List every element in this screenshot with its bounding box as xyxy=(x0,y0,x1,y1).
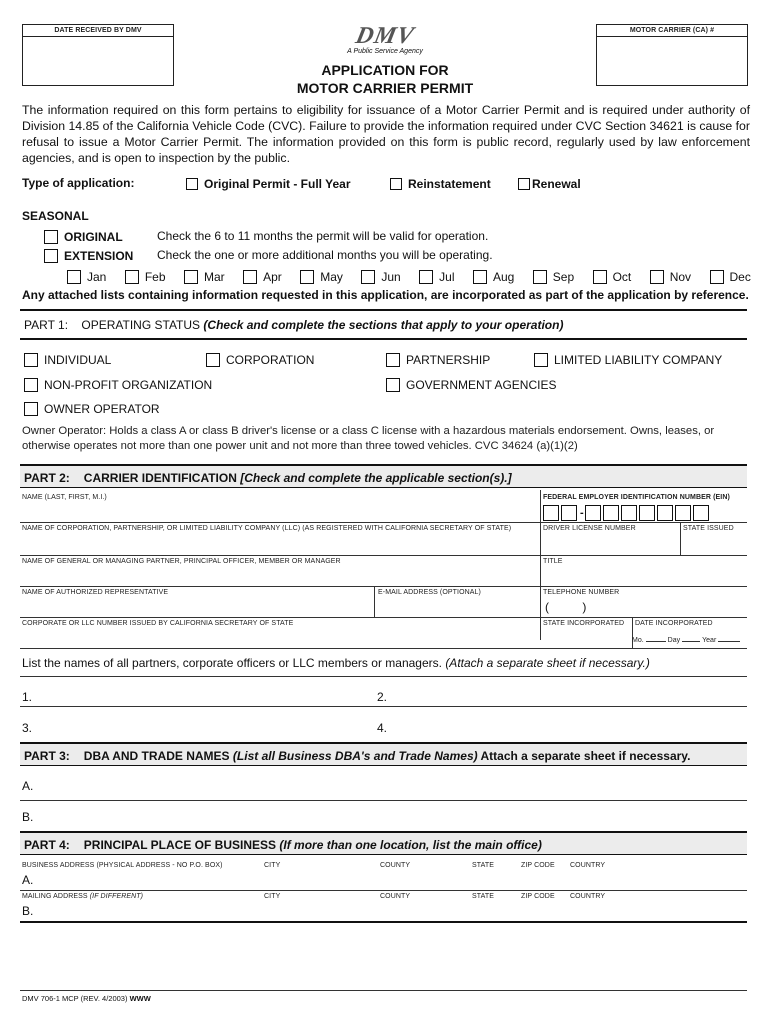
checkbox-government[interactable] xyxy=(386,378,400,392)
row-divider xyxy=(20,706,747,707)
part1-header xyxy=(24,318,563,332)
status-nonprofit[interactable]: NON-PROFIT ORGANIZATION xyxy=(24,376,212,394)
checkbox-seasonal-extension[interactable] xyxy=(44,249,58,263)
month-label: Mo. xyxy=(632,637,644,644)
option-original-permit[interactable]: Original Permit - Full Year xyxy=(186,175,351,193)
business-country-label: COUNTRY xyxy=(570,862,606,869)
form-id: DMV 706-1 MCP (REV. 4/2003) xyxy=(22,994,128,1003)
ein-digit[interactable] xyxy=(675,505,691,521)
part4-instructions: (If more than one location, list the main office) xyxy=(279,838,542,852)
month-dec[interactable]: Dec xyxy=(710,268,761,286)
seasonal-label: SEASONAL xyxy=(22,209,89,223)
part2-number: PART 2: xyxy=(24,471,70,485)
option-reinstatement[interactable]: Reinstatement xyxy=(390,175,491,193)
mailing-country-label: COUNTRY xyxy=(570,893,606,900)
checkbox-month[interactable] xyxy=(650,270,664,284)
business-address-row-a[interactable]: A. xyxy=(22,873,34,887)
part1-top-rule xyxy=(20,309,747,311)
date-received-box[interactable] xyxy=(22,24,174,86)
month-nov[interactable]: Nov xyxy=(650,268,701,286)
month-mar[interactable]: Mar xyxy=(184,268,235,286)
ein-digit[interactable] xyxy=(603,505,619,521)
mailing-label-text: MAILING ADDRESS xyxy=(22,893,88,900)
list-instr-italic: (Attach a separate sheet if necessary.) xyxy=(445,656,650,670)
checkbox-reinstatement[interactable] xyxy=(390,178,402,190)
checkbox-month[interactable] xyxy=(361,270,375,284)
checkbox-month[interactable] xyxy=(300,270,314,284)
part3-header xyxy=(20,742,747,766)
corp-number-label: CORPORATE OR LLC NUMBER ISSUED BY CALIFORNIA SECRETARY OF STATE xyxy=(22,620,294,627)
part1-instructions: (Check and complete the sections that apply to your operation) xyxy=(203,318,564,332)
state-issued-label: STATE ISSUED xyxy=(683,525,734,532)
general-partner-label: NAME OF GENERAL OR MANAGING PARTNER, PRINCIPAL OFFICER, MEMBER OR MANAGER xyxy=(22,558,341,565)
form-footer-id xyxy=(22,994,151,1003)
ein-input[interactable] xyxy=(543,504,711,522)
divider xyxy=(680,522,681,555)
year-label: Year xyxy=(702,637,717,644)
month-jun[interactable]: Jun xyxy=(361,268,410,286)
owner-operator-note: Owner Operator: Holds a class A or class B driver's license or a class C license with a hazardous materials endorsement. Owns, leases, or otherwise operates not more than one power unit and not more than three towed vehicles. CVC 34624 (a)(1)(2) xyxy=(22,425,715,452)
row-divider xyxy=(20,800,747,801)
part1-title: OPERATING STATUS xyxy=(81,318,201,332)
ein-digit[interactable] xyxy=(621,505,637,521)
part4-header xyxy=(20,831,747,855)
row-divider xyxy=(20,555,747,556)
checkbox-month[interactable] xyxy=(593,270,607,284)
business-zip-label: ZIP CODE xyxy=(521,862,555,869)
status-partnership[interactable]: PARTNERSHIP xyxy=(386,351,490,369)
status-owner-operator[interactable]: OWNER OPERATOR xyxy=(24,400,160,418)
partners-list-instructions xyxy=(22,656,650,670)
ein-digit[interactable] xyxy=(585,505,601,521)
business-city-label: CITY xyxy=(264,862,281,869)
ein-label: FEDERAL EMPLOYER IDENTIFICATION NUMBER (EIN) xyxy=(543,494,730,501)
ein-digit[interactable] xyxy=(693,505,709,521)
motor-carrier-label: MOTOR CARRIER (CA) # xyxy=(597,25,747,37)
agency-tagline: A Public Service Agency xyxy=(347,48,423,55)
partner-1-field[interactable]: 1. xyxy=(22,690,33,704)
mailing-state-label: STATE xyxy=(472,893,495,900)
checkbox-individual[interactable] xyxy=(24,353,38,367)
ein-digit[interactable] xyxy=(657,505,673,521)
partner-2-field[interactable]: 2. xyxy=(377,690,388,704)
month-jan[interactable]: Jan xyxy=(67,268,116,286)
divider xyxy=(374,586,375,617)
checkbox-month[interactable] xyxy=(533,270,547,284)
checkbox-renewal[interactable] xyxy=(518,178,530,190)
month-aug[interactable]: Aug xyxy=(473,268,524,286)
form-title-line2: MOTOR CARRIER PERMIT xyxy=(296,80,474,96)
form-title-line1: APPLICATION FOR xyxy=(321,62,449,78)
status-government[interactable]: GOVERNMENT AGENCIES xyxy=(386,376,556,394)
month-jul[interactable]: Jul xyxy=(419,268,464,286)
part3-title: DBA AND TRADE NAMES xyxy=(83,749,230,763)
row-divider xyxy=(20,586,747,587)
mailing-zip-label: ZIP CODE xyxy=(521,893,555,900)
row-divider xyxy=(20,617,747,618)
status-corporation[interactable]: CORPORATION xyxy=(206,351,314,369)
part2-instructions: [Check and complete the applicable section(s).] xyxy=(240,471,512,485)
month-oct[interactable]: Oct xyxy=(593,268,642,286)
business-state-label: STATE xyxy=(472,862,495,869)
checkbox-month[interactable] xyxy=(473,270,487,284)
dmv-logo-text: DMV xyxy=(353,23,417,49)
month-feb[interactable]: Feb xyxy=(125,268,176,286)
partner-3-field[interactable]: 3. xyxy=(22,721,33,735)
part1-bottom-rule xyxy=(20,338,747,340)
part4-title: PRINCIPAL PLACE OF BUSINESS xyxy=(83,838,277,852)
date-received-label: DATE RECEIVED BY DMV xyxy=(23,25,173,37)
name-label: NAME (LAST, FIRST, M.I.) xyxy=(22,494,107,501)
checkbox-month[interactable] xyxy=(184,270,198,284)
part3-number: PART 3: xyxy=(24,749,70,763)
seasonal-extension-desc: Check the one or more additional months you will be operating. xyxy=(157,248,493,262)
checkbox-month[interactable] xyxy=(419,270,433,284)
checkbox-corporation[interactable] xyxy=(206,353,220,367)
part2-title: CARRIER IDENTIFICATION xyxy=(83,471,237,485)
attached-lists-note: Any attached lists containing information requested in this application, are incorporated as part of the application by reference. xyxy=(22,288,749,302)
ein-dash: - xyxy=(580,506,584,519)
part3-tail: Attach a separate sheet if necessary. xyxy=(480,749,691,763)
day-label: Day xyxy=(667,637,681,644)
row-divider xyxy=(20,648,747,649)
mailing-if-different: (IF DIFFERENT) xyxy=(89,893,144,900)
ein-digit[interactable] xyxy=(561,505,577,521)
dmv-logo xyxy=(350,24,420,48)
authorized-rep-label: NAME OF AUTHORIZED REPRESENTATIVE xyxy=(22,589,169,596)
checkbox-owner-operator[interactable] xyxy=(24,402,38,416)
row-divider xyxy=(20,522,747,523)
underline xyxy=(718,641,740,642)
partner-4-field[interactable]: 4. xyxy=(377,721,388,735)
mailing-address-label xyxy=(22,893,143,900)
driver-license-label: DRIVER LICENSE NUMBER xyxy=(543,525,636,532)
mailing-address-row-b[interactable]: B. xyxy=(22,904,34,918)
part2-header xyxy=(20,464,747,488)
month-checkboxes xyxy=(67,268,765,286)
month-sep[interactable]: Sep xyxy=(533,268,584,286)
status-individual[interactable]: INDIVIDUAL xyxy=(24,351,111,369)
month-may[interactable]: May xyxy=(300,268,353,286)
dba-row-a[interactable]: A. xyxy=(22,779,34,793)
business-address-label: BUSINESS ADDRESS (PHYSICAL ADDRESS - NO P.O. BOX) xyxy=(22,862,223,869)
business-county-label: COUNTY xyxy=(380,862,411,869)
checkbox-month[interactable] xyxy=(243,270,257,284)
date-incorporated-label: DATE INCORPORATED xyxy=(635,620,713,627)
option-seasonal-original[interactable]: ORIGINAL xyxy=(44,228,123,246)
checkbox-seasonal-original[interactable] xyxy=(44,230,58,244)
title-label: TITLE xyxy=(543,558,563,565)
ein-digit[interactable] xyxy=(639,505,655,521)
state-incorporated-label: STATE INCORPORATED xyxy=(543,620,625,627)
application-type-label: Type of application: xyxy=(22,176,135,190)
form-www: WWW xyxy=(129,994,151,1003)
part4-number: PART 4: xyxy=(24,838,70,852)
checkbox-original-permit[interactable] xyxy=(186,178,198,190)
seasonal-original-desc: Check the 6 to 11 months the permit will be valid for operation. xyxy=(157,229,489,243)
ein-digit[interactable] xyxy=(543,505,559,521)
option-renewal[interactable]: Renewal xyxy=(518,175,581,193)
email-label: E-MAIL ADDRESS (OPTIONAL) xyxy=(378,589,481,596)
checkbox-month[interactable] xyxy=(67,270,81,284)
underline xyxy=(646,641,666,642)
dba-row-b[interactable]: B. xyxy=(22,810,34,824)
option-seasonal-extension[interactable]: EXTENSION xyxy=(44,247,133,265)
row-divider xyxy=(20,890,747,891)
motor-carrier-number-box[interactable] xyxy=(596,24,748,86)
part4-bottom-rule xyxy=(20,921,747,923)
status-llc[interactable]: LIMITED LIABILITY COMPANY xyxy=(534,351,722,369)
footer-rule xyxy=(20,990,747,991)
part1-number: PART 1: xyxy=(24,318,69,332)
part3-instructions: (List all Business DBA's and Trade Names) xyxy=(232,749,478,763)
month-apr[interactable]: Apr xyxy=(243,268,292,286)
checkbox-nonprofit[interactable] xyxy=(24,378,38,392)
checkbox-llc[interactable] xyxy=(534,353,548,367)
row-divider xyxy=(20,676,747,677)
mailing-city-label: CITY xyxy=(264,893,281,900)
intro-paragraph: The information required on this form pertains to eligibility for issuance of a Motor Carrier Permit and is required under authority of Division 14.85 of the California Vehicle Code (CVC). Failure to provide the information required under CVC Section 34621 is cause for refusal to issue a Motor Carrier Permit. The information provided on this form is public record, regularly used by law enforcement agencies, and is open to inspection by the public. xyxy=(22,103,750,165)
corp-name-label: NAME OF CORPORATION, PARTNERSHIP, OR LIMITED LIABILITY COMPANY (LLC) (AS REGISTERED WITH CALIFORNIA SECRETARY OF STATE) xyxy=(22,525,512,532)
list-instr-text: List the names of all partners, corporate officers or LLC members or managers. xyxy=(22,656,442,670)
date-incorporated-fields[interactable] xyxy=(632,637,742,644)
underline xyxy=(682,641,700,642)
mailing-county-label: COUNTY xyxy=(380,893,411,900)
checkbox-month[interactable] xyxy=(710,270,724,284)
checkbox-partnership[interactable] xyxy=(386,353,400,367)
phone-area-code[interactable]: ( ) xyxy=(545,600,587,614)
telephone-label: TELEPHONE NUMBER xyxy=(543,589,620,596)
checkbox-month[interactable] xyxy=(125,270,139,284)
